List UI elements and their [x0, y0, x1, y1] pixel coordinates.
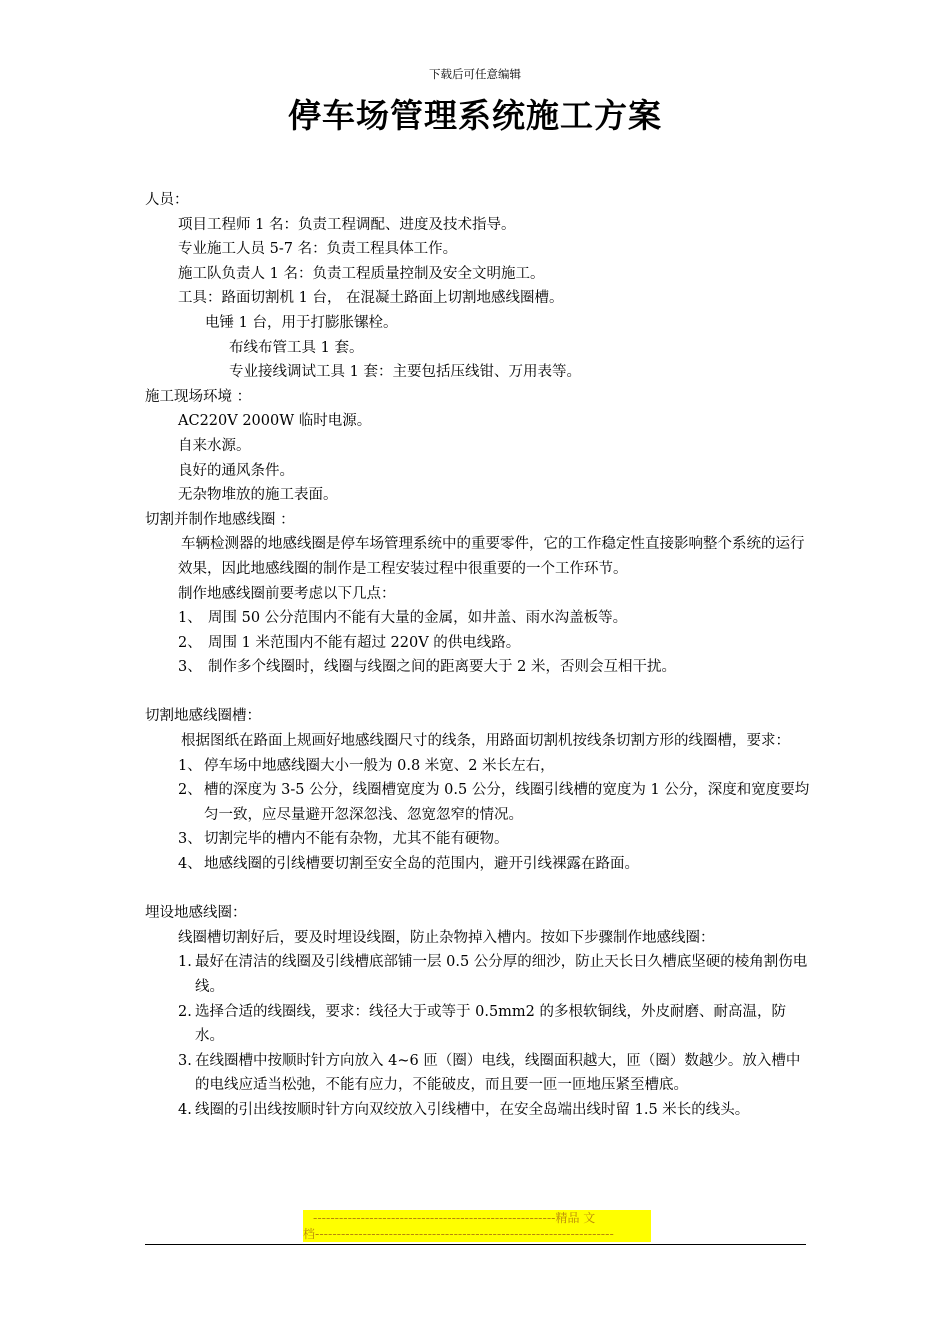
list-text: 周围 1 米范围内不能有超过 220V 的供电线路。: [208, 634, 521, 651]
cutting-intro: 根据图纸在路面上规画好地感线圈尺寸的线条，用路面切割机按线条切割方形的线圈槽，要求：: [181, 733, 790, 750]
site-item: 自来水源。: [178, 437, 251, 454]
making-before: 制作地感线圈前要考虑以下几点：: [178, 585, 396, 602]
list-text: 最好在清洁的线圈及引线槽底部铺一层 0.5 公分厚的细沙，防止天长日久槽底坚硬的棱角割伤电线。: [195, 954, 808, 995]
site-item: AC220V 2000W 临时电源。: [178, 413, 372, 430]
burying-intro: 线圈槽切割好后，要及时埋设线圈，防止杂物掉入槽内。按如下步骤制作地感线圈：: [178, 929, 715, 946]
list-text: 制作多个线圈时，线圈与线圈之间的距离要大于 2 米，否则会互相干扰。: [208, 659, 676, 676]
list-item: [145, 852, 810, 877]
list-number: 1、: [178, 610, 202, 627]
list-text: 切割完毕的槽内不能有杂物，尤其不能有硬物。: [204, 831, 509, 848]
personnel-item: 项目工程师 1 名：负责工程调配、进度及技术指导。: [178, 216, 516, 233]
footer-rule: [145, 1244, 806, 1245]
list-number: 2、: [178, 634, 202, 651]
list-number: 2、: [178, 782, 202, 799]
list-text: 周围 50 公分范围内不能有大量的金属，如井盖、雨水沟盖板等。: [208, 610, 628, 627]
list-number: 3、: [178, 831, 202, 848]
personnel-heading: 人员：: [145, 192, 189, 208]
list-item: [145, 655, 810, 680]
list-item: [145, 778, 810, 827]
list-number: 4.: [178, 1101, 192, 1118]
page-title: 停车场管理系统施工方案: [288, 96, 662, 135]
footer-watermark: [303, 1210, 651, 1242]
site-heading: 施工现场环境 ：: [145, 388, 252, 405]
cutting-heading: 切割地感线圈槽：: [145, 708, 261, 725]
tool-wiring: 布线布管工具 1 套。: [229, 339, 364, 356]
list-text: 选择合适的线圈线，要求：线径大于或等于 0.5mm2 的多根软铜线，外皮耐磨、耐高温，防水。: [195, 1003, 786, 1045]
personnel-item: 施工队负责人 1 名：负责工程质量控制及安全文明施工。: [178, 265, 545, 282]
list-text: 槽的深度为 3-5 公分，线圈槽宽度为 0.5 公分，线圈引线槽的宽度为 1 公分，深度和宽度要均匀一致，应尽量避开忽深忽浅、忽宽忽窄的情况。: [204, 782, 810, 823]
personnel-item: 专业施工人员 5-7 名：负责工程具体工作。: [178, 241, 458, 258]
site-item: 良好的通风条件。: [178, 462, 294, 479]
footer-line-1: --------------------------------------------------------精品 文: [313, 1211, 596, 1225]
list-text: 地感线圈的引线槽要切割至安全岛的范围内，避开引线裸露在路面。: [204, 856, 639, 873]
tools-line: 工具：路面切割机 1 台， 在混凝土路面上切割地感线圈槽。: [178, 290, 564, 307]
making-intro: 车辆检测器的地感线圈是停车场管理系统中的重要零件，它的工作稳定性直接影响整个系统的运行效果，因此地感线圈的制作是工程安装过程中很重要的一个工作环节。: [178, 536, 805, 577]
spacer: [145, 680, 810, 705]
list-number: 3.: [178, 1052, 192, 1069]
list-text: 停车场中地感线圈大小一般为 0.8 米宽、2 米长左右，: [204, 757, 555, 774]
list-number: 3、: [178, 659, 202, 676]
list-item: [145, 1000, 810, 1049]
list-item: [145, 1098, 810, 1123]
document-body: [145, 188, 810, 1123]
list-text: 在线圈槽中按顺时针方向放入 4~6 匝（圈）电线，线圈面积越大，匝（圈）数越少。放入槽中的电线应适当松弛，不能有应力，不能破皮，而且要一匝一匝地压紧至槽底。: [195, 1052, 801, 1094]
list-number: 1、: [178, 757, 202, 774]
list-number: 2.: [178, 1003, 192, 1020]
making-heading: 切割并制作地感线圈 ：: [145, 511, 295, 528]
header-note: 下载后可任意编辑: [429, 67, 521, 81]
footer-line-2: 档---------------------------------------------------------------------: [303, 1227, 614, 1241]
list-item: [145, 606, 810, 631]
spacer: [145, 877, 810, 902]
list-item: [145, 1049, 810, 1098]
list-item: [145, 950, 810, 999]
tool-hammer: 电锤 1 台，用于打膨胀镙栓。: [205, 314, 398, 331]
list-item: [145, 827, 810, 852]
tool-debug: 专业接线调试工具 1 套：主要包括压线钳、万用表等。: [229, 364, 581, 381]
list-number: 4、: [178, 856, 202, 873]
list-text: 线圈的引出线按顺时针方向双绞放入引线槽中，在安全岛端出线时留 1.5 米长的线头。: [195, 1101, 750, 1118]
burying-heading: 埋设地感线圈：: [145, 905, 247, 922]
list-item: [145, 631, 810, 656]
site-item: 无杂物堆放的施工表面。: [178, 487, 338, 504]
list-number: 1.: [178, 954, 192, 971]
list-item: [145, 754, 810, 779]
